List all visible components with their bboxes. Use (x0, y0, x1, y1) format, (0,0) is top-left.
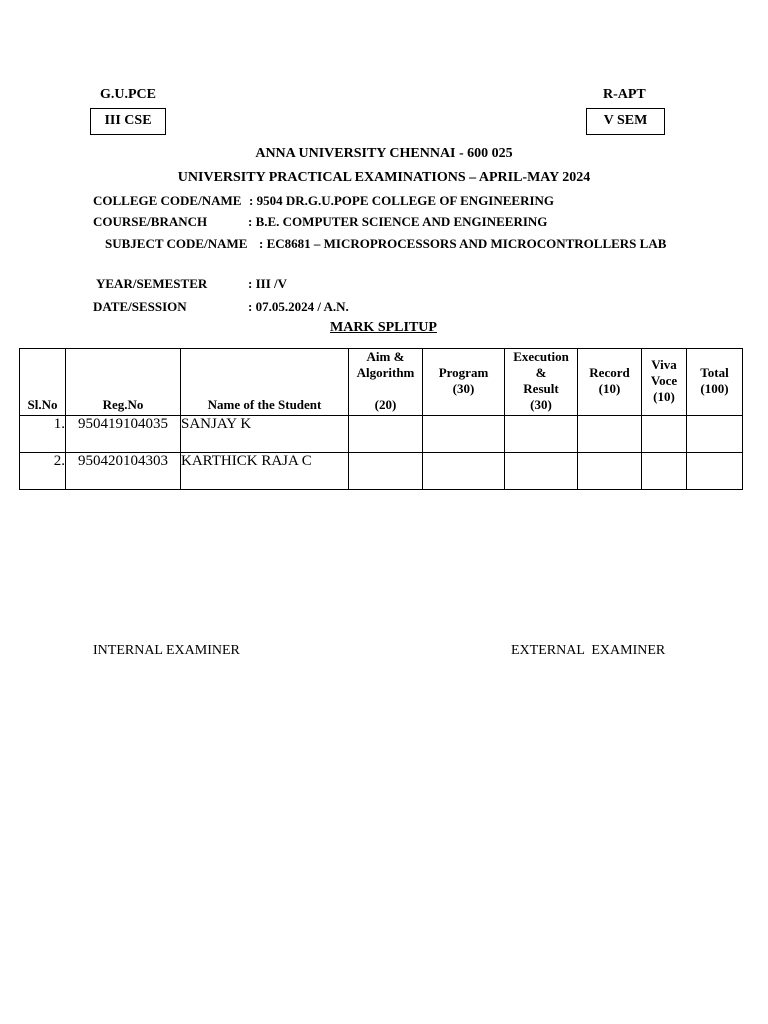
row-student-name: SANJAY K (181, 416, 349, 453)
col-total: Total (100) (687, 349, 743, 416)
subject-value: : EC8681 – MICROPROCESSORS AND MICROCONTROLLERS LAB (259, 236, 667, 251)
table-row (20, 416, 743, 453)
row-viva-cell (642, 453, 687, 490)
year-label: YEAR/SEMESTER (96, 276, 208, 291)
col-slno: Sl.No (20, 349, 66, 416)
external-examiner-label: EXTERNAL EXAMINER (511, 643, 666, 658)
table-row (20, 453, 743, 490)
course-value: : B.E. COMPUTER SCIENCE AND ENGINEERING (248, 214, 548, 229)
year-value: : III /V (248, 276, 288, 291)
university-title: ANNA UNIVERSITY CHENNAI - 600 025 (255, 146, 513, 161)
row-student-name: KARTHICK RAJA C (181, 453, 349, 490)
col-name: Name of the Student (181, 349, 349, 416)
col-regno: Reg.No (66, 349, 181, 416)
college-label: COLLEGE CODE/NAME (93, 193, 242, 208)
col-record: Record (10) (578, 349, 642, 416)
row-execution-cell (505, 453, 578, 490)
exam-title: UNIVERSITY PRACTICAL EXAMINATIONS – APRIL-MAY 2024 (177, 170, 591, 185)
date-label: DATE/SESSION (93, 299, 187, 314)
subject-label: SUBJECT CODE/NAME (105, 236, 248, 251)
row-execution-cell (505, 416, 578, 453)
table-header-row (20, 349, 743, 416)
right-semester-box: V SEM (586, 108, 665, 135)
col-execution-result: Execution & Result (30) (505, 349, 578, 416)
left-header-label: G.U.PCE (100, 87, 156, 102)
row-viva-cell (642, 416, 687, 453)
date-value: : 07.05.2024 / A.N. (248, 299, 349, 314)
row-total-cell (687, 416, 743, 453)
row-record-cell (578, 453, 642, 490)
right-header-label: R-APT (603, 87, 646, 102)
col-program: Program (30) (423, 349, 505, 416)
internal-examiner-label: INTERNAL EXAMINER (93, 643, 240, 658)
row-program-cell (423, 416, 505, 453)
row-record-cell (578, 416, 642, 453)
row-slno: 2. (20, 453, 66, 490)
marks-table (19, 348, 743, 490)
college-value: : 9504 DR.G.U.POPE COLLEGE OF ENGINEERING (249, 193, 555, 208)
row-program-cell (423, 453, 505, 490)
row-total-cell (687, 453, 743, 490)
col-viva-voce: Viva Voce (10) (642, 349, 687, 416)
row-slno: 1. (20, 416, 66, 453)
row-regno: 950419104035 (66, 416, 181, 453)
row-regno: 950420104303 (66, 453, 181, 490)
mark-splitup-title: MARK SPLITUP (330, 320, 437, 335)
row-aim-cell (349, 453, 423, 490)
row-aim-cell (349, 416, 423, 453)
col-aim-algorithm: Aim & Algorithm (20) (349, 349, 423, 416)
course-label: COURSE/BRANCH (93, 214, 208, 229)
left-class-box: III CSE (90, 108, 166, 135)
